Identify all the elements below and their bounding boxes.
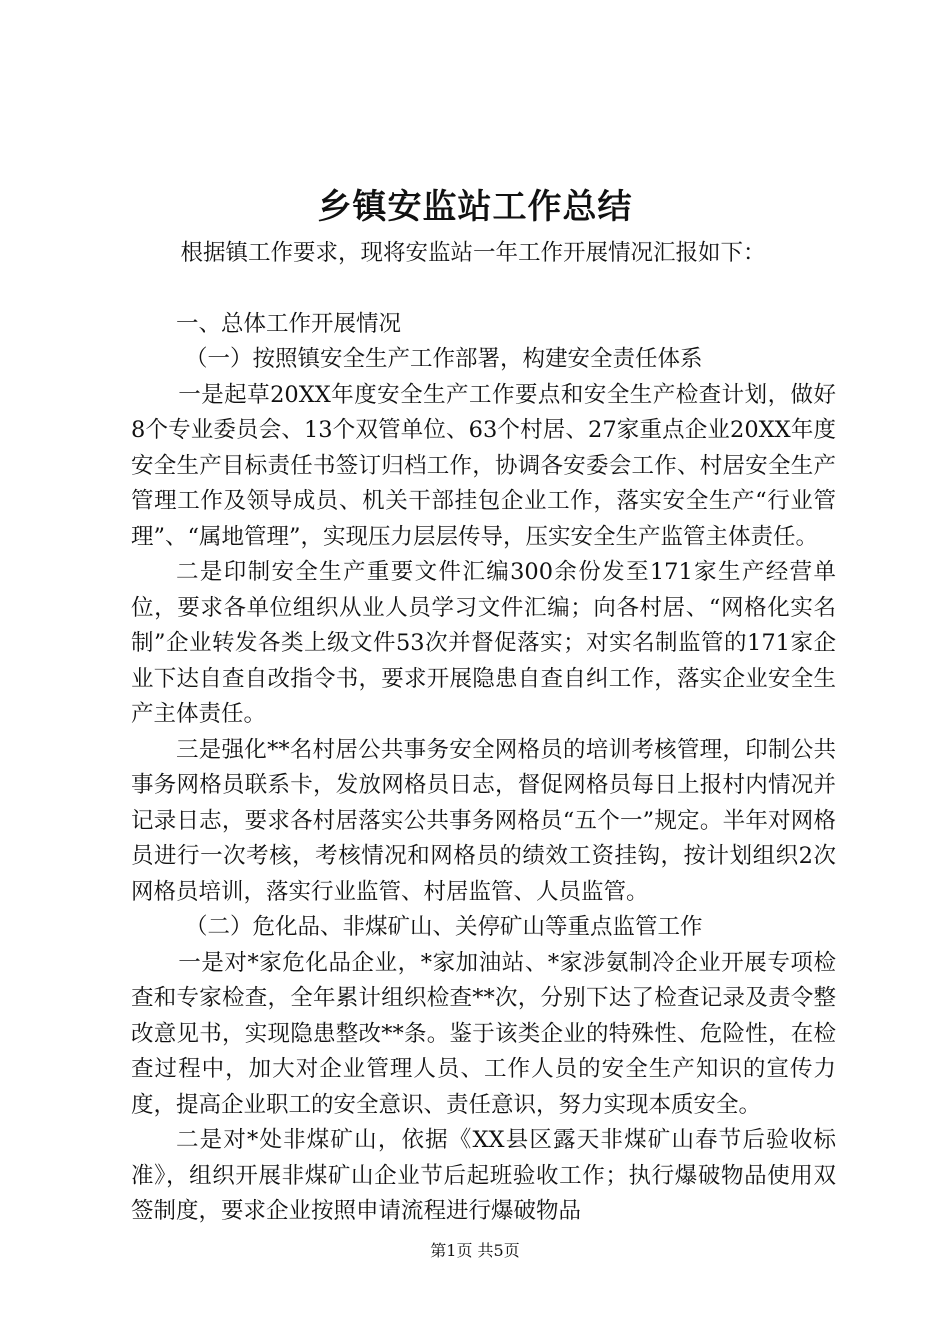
page-footer: 第1页 共5页 [430, 1241, 520, 1260]
intro-paragraph: 根据镇工作要求，现将安监站一年工作开展情况汇报如下： [180, 240, 766, 266]
section-heading: 一、总体工作开展情况 [176, 310, 402, 337]
subsection-heading: （二）危化品、非煤矿山、关停矿山等重点监管工作 [185, 914, 703, 940]
body-paragraph: 二是印制安全生产重要文件汇编300余份发至171家生产经营单位，要求各单位组织从业人员学习文件汇编；向各村居、“网格化实名制”企业转发各类上级文件53次并督促落实；对实名制监管的171家企业下达自查自改指令书，要求开展隐患自查自纠工作，落实企业安全生产主体责任。 [131, 559, 836, 727]
body-paragraph: 三是强化**名村居公共事务安全网格员的培训考核管理，印制公共事务网格员联系卡，发放网格员日志，督促网格员每日上报村内情况并记录日志，要求各村居落实公共事务网格员“五个一”规定。半年对网格员进行一次考核，考核情况和网格员的绩效工资挂钩，按计划组织2次网格员培训，落实行业监管、村居监管、人员监管。 [131, 736, 836, 905]
body-paragraph: 一是起草20XX年度安全生产工作要点和安全生产检查计划，做好8个专业委员会、13个双管单位、63个村居、27家重点企业20XX年度安全生产目标责任书签订归档工作，协调各安委会工作、村居安全生产管理工作及领导成员、机关干部挂包企业工作，落实安全生产“行业管理”、“属地管理”，实现压力层层传导，压实安全生产监管主体责任。 [131, 381, 836, 550]
subsection-heading: （一）按照镇安全生产工作部署，构建安全责任体系 [185, 346, 703, 372]
body-paragraph: 二是对*处非煤矿山，依据《XX县区露天非煤矿山春节后验收标准》，组织开展非煤矿山企业节后起班验收工作；执行爆破物品使用双签制度，要求企业按照申请流程进行爆破物品 [131, 1127, 836, 1224]
document-title: 乡镇安监站工作总结 [317, 187, 633, 227]
body-paragraph: 一是对*家危化品企业，*家加油站、*家涉氨制冷企业开展专项检查和专家检查，全年累计组织检查**次，分别下达了检查记录及责令整改意见书，实现隐患整改**条。鉴于该类企业的特殊性、危险性，在检查过程中，加大对企业管理人员、工作人员的安全生产知识的宣传力度，提高企业职工的安全意识、责任意识，努力实现本质安全。 [131, 949, 836, 1118]
document-body [131, 236, 836, 1230]
